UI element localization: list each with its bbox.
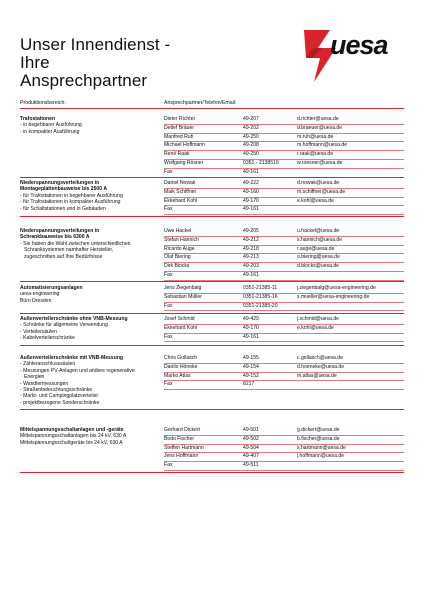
section-heading: Niederspannungsverteilungen in xyxy=(20,228,100,234)
contact-name: Steffen Hartmann xyxy=(164,444,204,451)
contact-email[interactable]: m.atlas@uesa.de xyxy=(297,372,337,379)
title-line-3: Ansprechpartner xyxy=(20,71,148,90)
contact-row xyxy=(164,151,404,160)
contact-row xyxy=(164,125,404,134)
contact-name: Michael Hoffmann xyxy=(164,142,205,149)
section-heading: Außenverteilerschränke ohne VNB-Messung xyxy=(20,316,128,322)
contact-row xyxy=(164,198,404,207)
contact-phone: 49-407 xyxy=(243,453,259,460)
contact-email[interactable]: d.blocks@uesa.de xyxy=(297,263,339,270)
contact-row xyxy=(164,436,404,445)
section-line: - in begehbarer Ausführung xyxy=(20,122,82,129)
contact-name: Uwe Hackel xyxy=(164,228,192,234)
contact-name: Olaf Biering xyxy=(164,254,191,261)
contact-phone: 49-160 xyxy=(243,188,259,195)
section-line: - Kabelverteilerschränke xyxy=(20,335,75,342)
contact-name: Danilo Höneke xyxy=(164,363,198,370)
section-line: - projektbezogene Sonderschränke xyxy=(20,399,100,406)
contact-email[interactable]: u.hackel@uesa.de xyxy=(297,228,340,234)
section-description xyxy=(20,427,160,446)
contact-phone: 49-170 xyxy=(243,197,259,204)
contact-email[interactable]: b.fischer@uesa.de xyxy=(297,435,340,442)
contact-name: Stefan Hannich xyxy=(164,236,199,243)
section-heading: Schrankbauweise bis 6300 A xyxy=(20,234,90,241)
contact-row xyxy=(164,142,404,151)
contact-row xyxy=(164,228,404,237)
contact-row xyxy=(164,206,404,215)
contact-email[interactable]: m.hoffmann@uesa.de xyxy=(297,142,348,149)
contact-name: René Raak xyxy=(164,151,190,158)
section-line: - Messungen PV-Anlagen und andere regenerative xyxy=(20,367,135,374)
contact-row xyxy=(164,355,404,364)
contact-phone: 49-250 xyxy=(243,133,259,140)
contact-name: Marko Atlas xyxy=(164,372,191,379)
section-description xyxy=(20,116,160,135)
contact-email[interactable]: j.hoffmann@uesa.de xyxy=(297,453,344,460)
section-line: - Straßenbeleuchtungsschränke xyxy=(20,387,93,394)
section-divider xyxy=(20,281,404,282)
contact-email[interactable]: m.schiffner@uesa.de xyxy=(297,188,346,195)
contact-row xyxy=(164,462,404,471)
logo-wordmark: uesa xyxy=(330,30,388,60)
contact-row xyxy=(164,263,404,272)
contact-phone: 49-155 xyxy=(243,355,259,361)
contact-row xyxy=(164,237,404,246)
contact-row xyxy=(164,246,404,255)
section-line: - Wandlermessungen xyxy=(20,380,69,387)
contact-table xyxy=(164,355,404,390)
contact-name: Fax xyxy=(164,381,173,388)
title-line-1: Unser Innendienst - xyxy=(20,35,171,54)
contact-table xyxy=(164,180,404,215)
contact-phone: 0351-21385-20 xyxy=(243,302,278,309)
section-description xyxy=(20,355,160,406)
contact-name: Fax xyxy=(164,302,173,309)
contact-phone: 49-207 xyxy=(243,116,259,122)
section-description xyxy=(20,228,160,260)
contact-row xyxy=(164,325,404,334)
section-divider xyxy=(20,216,404,217)
contact-name: Ekkehard Kohl xyxy=(164,197,198,204)
contact-name: Fax xyxy=(164,462,173,469)
contact-phone: 0351-21385-11 xyxy=(243,285,278,291)
contact-email[interactable]: m.ruh@uesa.de xyxy=(297,133,334,140)
contact-row xyxy=(164,373,404,382)
contact-phone: 49-161 xyxy=(243,168,259,175)
contact-email[interactable]: r.raak@uesa.de xyxy=(297,151,334,158)
contact-name: Daniel Nowak xyxy=(164,180,196,186)
contact-name: Ekkehard Kohl xyxy=(164,324,198,331)
contact-email[interactable]: j.ziegenbalg@uesa-engineering.de xyxy=(297,285,376,291)
contact-email[interactable]: s.hannich@uesa.de xyxy=(297,236,343,243)
contact-name: Gerhard Dickert xyxy=(164,427,200,433)
section-divider xyxy=(20,177,404,178)
section-line: - für Trafostationen in kompakter Ausführung xyxy=(20,199,121,206)
contact-phone: 8217 xyxy=(243,381,255,388)
contact-row xyxy=(164,189,404,198)
contact-name: Jens Ziegenbalg xyxy=(164,285,202,291)
header-production-area: Produktionsbereich: xyxy=(20,100,66,106)
section-line: Büro Dresden xyxy=(20,297,52,304)
contact-email[interactable]: j.schmid@uesa.de xyxy=(297,316,339,322)
contact-phone: 49-222 xyxy=(243,180,259,186)
contact-phone: 49-202 xyxy=(243,124,259,131)
section-line: Energien xyxy=(24,374,45,381)
section-heading: Mittelspannungsschaltanlagen und -geräte xyxy=(20,427,124,433)
section-divider xyxy=(20,313,404,314)
section-description xyxy=(20,180,160,212)
contact-table xyxy=(164,427,404,471)
section-divider xyxy=(20,409,404,410)
contact-email[interactable]: s.hartmann@uesa.de xyxy=(297,444,346,451)
section-line: - in kompakter Ausführung xyxy=(20,128,80,135)
contact-phone: 49-218 xyxy=(243,245,259,252)
contact-name: Detlef Bräuer xyxy=(164,124,195,131)
contact-name: Fax xyxy=(164,206,173,213)
header-divider xyxy=(20,108,404,109)
contact-phone: 49-504 xyxy=(243,444,259,451)
contact-row xyxy=(164,445,404,454)
contact-table xyxy=(164,116,404,178)
contact-phone: 49-161 xyxy=(243,333,259,340)
contact-phone: 49-213 xyxy=(243,254,259,261)
contact-row xyxy=(164,453,404,462)
contact-email[interactable]: g.dickert@uesa.de xyxy=(297,427,340,433)
contact-name: Dieter Richter xyxy=(164,116,196,122)
contact-phone: 49-205 xyxy=(243,228,259,234)
section-line: uesa-engineering xyxy=(20,291,60,298)
contact-row xyxy=(164,272,404,281)
section-description xyxy=(20,285,160,304)
contact-phone: 49-203 xyxy=(243,263,259,270)
contact-phone: 49-429 xyxy=(243,316,259,322)
contact-email[interactable]: d.hoeneke@uesa.de xyxy=(297,363,345,370)
contact-row xyxy=(164,116,404,125)
contact-phone: 49-212 xyxy=(243,236,259,243)
contact-email[interactable]: e.kohl@uesa.de xyxy=(297,324,334,331)
contact-row xyxy=(164,427,404,436)
header-contact: Ansprechpartner/Telefon/Email: xyxy=(164,100,237,106)
contact-row xyxy=(164,294,404,303)
contact-name: Chris Gollasch xyxy=(164,355,198,361)
section-divider xyxy=(20,345,404,346)
contact-name: Wolfgang Rösner xyxy=(164,159,204,166)
contact-row xyxy=(164,364,404,373)
contact-email[interactable]: o.biering@uesa.de xyxy=(297,254,340,261)
contact-email[interactable]: d.braeuer@uesa.de xyxy=(297,124,343,131)
contact-row xyxy=(164,316,404,325)
contact-row xyxy=(164,254,404,263)
contact-name: Fax xyxy=(164,333,173,340)
section-heading: Montageplattenbauweise bis 2500 A xyxy=(20,186,107,193)
section-description xyxy=(20,316,160,342)
contact-row xyxy=(164,180,404,189)
contact-row xyxy=(164,381,404,390)
section-heading: Außenverteilerschränke mit VNB-Messung xyxy=(20,355,124,361)
contact-email[interactable]: c.gollasch@uesa.de xyxy=(297,355,343,361)
contact-name: Sebastian Müller xyxy=(164,293,202,300)
contact-row xyxy=(164,134,404,143)
contact-row xyxy=(164,334,404,343)
contact-phone: 49-170 xyxy=(243,324,259,331)
contact-phone: 49-152 xyxy=(243,372,259,379)
contact-name: Manfred Ruh xyxy=(164,133,194,140)
section-divider xyxy=(20,472,404,473)
contact-name: Fax xyxy=(164,168,173,175)
section-line: - für Schaltstationen und in Gebäuden xyxy=(20,205,106,212)
contact-email[interactable]: e.kohl@uesa.de xyxy=(297,197,334,204)
contact-phone: 49-161 xyxy=(243,206,259,213)
section-line: - Markt- und Campingplatzverteiler xyxy=(20,393,99,400)
section-line: - Zähleranschlusssäulen xyxy=(20,361,76,368)
contact-email[interactable]: d.richter@uesa.de xyxy=(297,116,339,122)
section-line: zugeschnitten auf Ihre Bedürfnisse xyxy=(24,253,103,260)
contact-name: Jens Hoffmann xyxy=(164,453,199,460)
contact-phone: 49-501 xyxy=(243,427,259,433)
section-line: - Sie haben die Wahl zwischen unterschiedlichen xyxy=(20,240,131,247)
title-line-2: Ihre xyxy=(20,53,50,72)
contact-email[interactable]: s.mueller@uesa-engineering.de xyxy=(297,293,370,300)
contact-row xyxy=(164,303,404,312)
contact-phone: 49-511 xyxy=(243,462,259,469)
contact-table xyxy=(164,285,404,311)
section-line: Schranksystemen namhafter Hersteller, xyxy=(24,247,114,254)
section-line: - Verteilersäulen xyxy=(20,328,57,335)
section-line: - für Trafostationen in begehbarer Ausführung xyxy=(20,192,123,199)
contact-phone: 49-161 xyxy=(243,271,259,278)
section-line: Mittelspannungsschaltgeräte bis 24 kV, 630 A xyxy=(20,439,123,446)
uesa-logo xyxy=(300,28,400,86)
page-title xyxy=(20,36,220,90)
contact-name: Bodo Fischer xyxy=(164,435,195,442)
contact-phone: 49-154 xyxy=(243,363,259,370)
section-line: Mittelspannungsschaltanlagen bis 24 kV, 630 A xyxy=(20,433,127,440)
contact-name: Dirk Blocks xyxy=(164,263,190,270)
contact-name: Maik Schiffner xyxy=(164,188,197,195)
contact-table xyxy=(164,316,404,342)
contact-table xyxy=(164,228,404,281)
contact-phone: 0351 - 2138519 xyxy=(243,159,279,166)
contact-phone: 49-208 xyxy=(243,142,259,149)
contact-phone: 49-250 xyxy=(243,151,259,158)
contact-row xyxy=(164,160,404,169)
contact-name: Josef Schmid xyxy=(164,316,195,322)
contact-name: Ricardo Auge xyxy=(164,245,195,252)
contact-email[interactable]: r.auge@uesa.de xyxy=(297,245,335,252)
contact-email[interactable]: d.nowak@uesa.de xyxy=(297,180,340,186)
contact-email[interactable]: w.roesner@uesa.de xyxy=(297,159,343,166)
contact-row xyxy=(164,285,404,294)
section-heading: Automatisierungsanlagen xyxy=(20,285,83,291)
contact-phone: 49-502 xyxy=(243,435,259,442)
section-line: - Schränke für allgemeine Verwendung xyxy=(20,322,108,329)
contact-phone: 0351-21385-16 xyxy=(243,293,278,300)
section-heading: Niederspannungsverteilungen in xyxy=(20,180,100,186)
section-heading: Trafostationen xyxy=(20,116,56,122)
contact-name: Fax xyxy=(164,271,173,278)
